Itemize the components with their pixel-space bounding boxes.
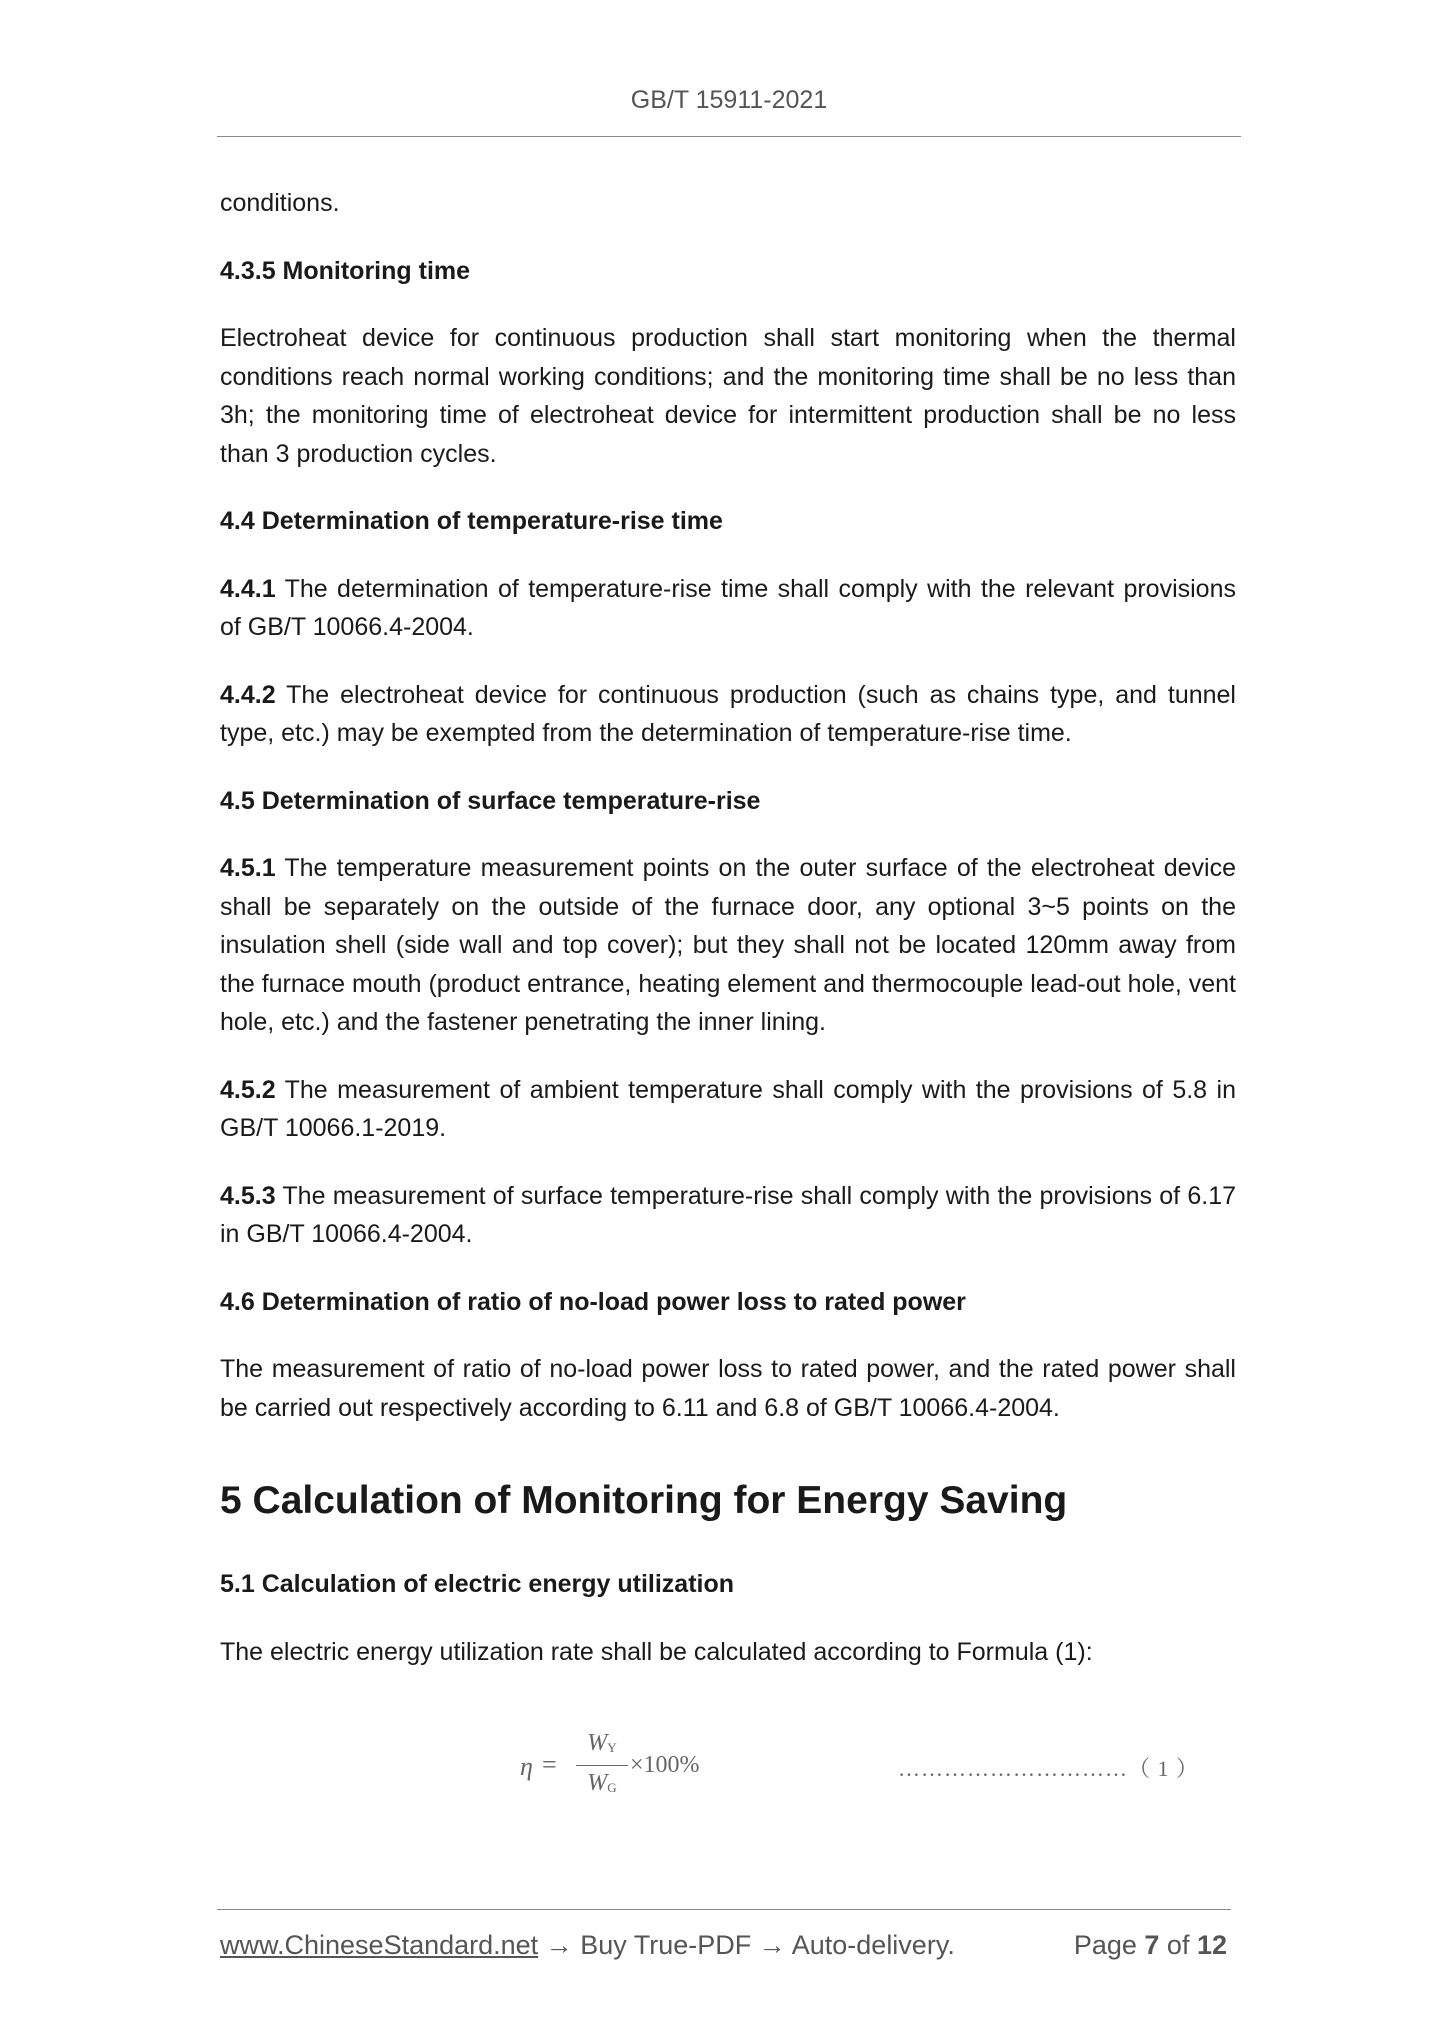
- page-indicator: Page 7 of 12: [1073, 1930, 1227, 1960]
- chinesestandard-link[interactable]: www.ChineseStandard.net: [220, 1930, 539, 1960]
- paragraph-continuation: conditions.: [220, 189, 340, 217]
- paragraph-4-4-1: [220, 570, 1236, 647]
- document-header-title: GB/T 15911-2021: [630, 86, 828, 114]
- paragraph-4-5-3: [220, 1177, 1236, 1254]
- current-page-number: 7: [1144, 1930, 1160, 1960]
- heading-5-1: 5.1 Calculation of electric energy utilization: [220, 1570, 735, 1598]
- total-pages-number: 12: [1196, 1930, 1227, 1960]
- formula-fraction: [576, 1728, 628, 1803]
- clause-number-4-5-3: 4.5.3: [220, 1181, 276, 1210]
- fraction-bar: [576, 1765, 628, 1766]
- formula-equals: =: [542, 1750, 557, 1779]
- paragraph-4-5-1: [220, 849, 1236, 1042]
- clause-text-4-4-2: The electroheat device for continuous production (such as chains type, and tunnel type, etc.) may be exempted from the determination of temperature-rise time.: [220, 680, 1236, 747]
- heading-4-3-5: 4.3.5 Monitoring time: [220, 256, 471, 285]
- paragraph-4-4-2: [220, 676, 1236, 753]
- paragraph-4-3-5: Electroheat device for continuous production shall start monitoring when the thermal conditions reach normal working conditions; and the monitoring time shall be no less than 3h; the monitoring time of electroheat device for intermittent production shall be no less than 3 production cycles.: [220, 324, 1236, 468]
- clause-number-4-4-1: 4.4.1: [220, 574, 276, 603]
- clause-number-4-5-1: 4.5.1: [220, 854, 276, 882]
- formula-denominator: $W_G$: [587, 1770, 617, 1796]
- heading-4-4: 4.4 Determination of temperature-rise time: [220, 507, 723, 535]
- clause-number-4-5-2: 4.5.2: [220, 1075, 276, 1104]
- footer-tagline: → Buy True-PDF → Auto-delivery.: [538, 1930, 955, 1960]
- footer-divider: [217, 1909, 1231, 1910]
- page-footer: [220, 1930, 1232, 1961]
- paragraph-4-5-2: [220, 1071, 1236, 1148]
- header-divider: [217, 136, 1241, 137]
- formula-eta: η: [520, 1752, 533, 1781]
- chapter-heading-5: 5 Calculation of Monitoring for Energy Saving: [220, 1479, 1068, 1522]
- clause-text-4-5-1: The temperature measurement points on the outer surface of the electroheat device shall be separately on the outside of the furnace door, any optional 3~5 points on the insulation shell (side wall and top cover); but they shall not be located 120mm away from the furnace mouth (product entrance, heating element and thermocouple lead-out hole, vent hole, etc.) and the fastener penetrating the inner lining.: [220, 854, 1236, 1036]
- heading-4-5: 4.5 Determination of surface temperature-rise: [220, 786, 761, 815]
- clause-text-4-4-1: The determination of temperature-rise time shall comply with the relevant provisions of GB/T 10066.4-2004.: [220, 574, 1236, 641]
- formula-times-percent: ×100%: [630, 1752, 700, 1778]
- clause-number-4-4-2: 4.4.2: [220, 680, 276, 709]
- formula-reference-number: …………………………（ 1 ）: [898, 1756, 1200, 1781]
- document-body: [220, 184, 1236, 1671]
- clause-text-4-5-3: The measurement of surface temperature-rise shall comply with the provisions of 6.17 in GB/T 10066.4-2004.: [220, 1181, 1236, 1248]
- paragraph-4-6: The measurement of ratio of no-load power loss to rated power, and the rated power shall be carried out respectively according to 6.11 and 6.8 of GB/T 10066.4-2004.: [220, 1355, 1236, 1422]
- clause-text-4-5-2: The measurement of ambient temperature shall comply with the provisions of 5.8 in GB/T 10066.1-2019.: [220, 1075, 1236, 1142]
- formula-1: [520, 1728, 1240, 1808]
- paragraph-5-1: The electric energy utilization rate shall be calculated according to Formula (1):: [220, 1637, 1093, 1666]
- formula-numerator: $W_Y$: [587, 1730, 617, 1756]
- heading-4-6: 4.6 Determination of ratio of no-load power loss to rated power: [220, 1287, 966, 1316]
